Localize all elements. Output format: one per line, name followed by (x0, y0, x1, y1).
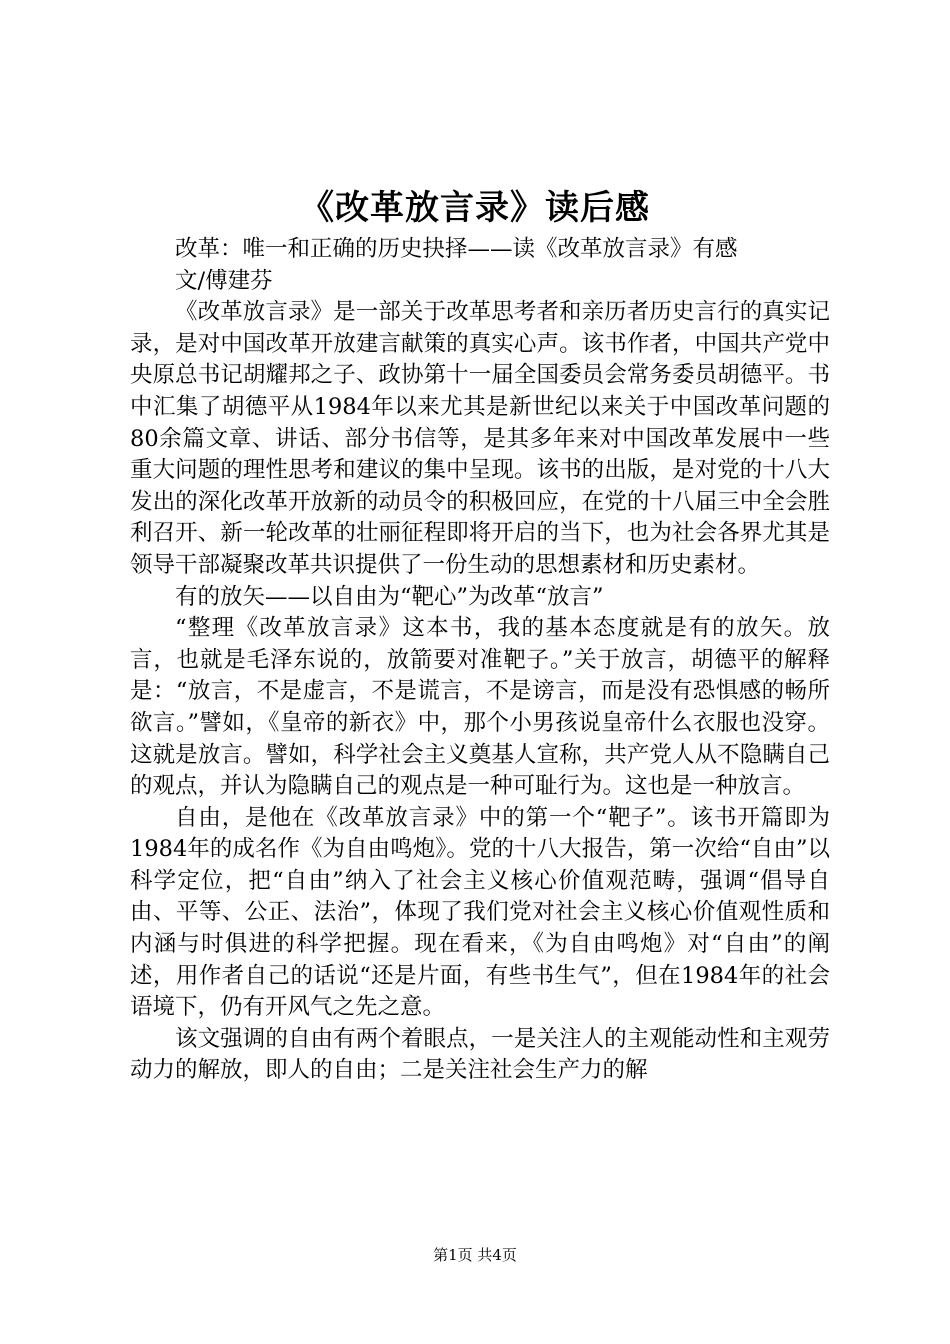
paragraph: 《改革放言录》是一部关于改革思考者和亲历者历史言行的真实记录，是对中国改革开放建言献策的真实心声。该书作者，中国共产党中央原总书记胡耀邦之子、政协第十一届全国委员会常务委员胡德平。书中汇集了胡德平从1984年以来尤其是新世纪以来关于中国改革问题的80余篇文章、讲话、部分书信等，是其多年来对中国改革发展中一些重大问题的理性思考和建议的集中呈现。该书的出版，是对党的十八大发出的深化改革开放新的动员令的积极回应，在党的十八届三中全会胜利召开、新一轮改革的壮丽征程即将开启的当下，也为社会各界尤其是领导干部凝聚改革共识提供了一份生动的思想素材和历史素材。 (130, 299, 830, 578)
paragraph: 该文强调的自由有两个着眼点，一是关注人的主观能动性和主观劳动力的解放，即人的自由；二是关注社会生产力的解 (130, 1025, 830, 1084)
document-body (130, 234, 830, 1087)
page-footer: 第1页 共4页 (433, 1246, 517, 1264)
paragraph: “整理《改革放言录》这本书，我的基本态度就是有的放矢。放言，也就是毛泽东说的，放箭要对准靶子。”关于放言，胡德平的解释是：“放言，不是虚言，不是谎言，不是谤言，而是没有恐惧感的畅所欲言。”譬如，《皇帝的新衣》中，那个小男孩说皇帝什么衣服也没穿。这就是放言。譬如，科学社会主义奠基人宣称，共产党人从不隐瞒自己的观点，并认为隐瞒自己的观点是一种可耻行为。这也是一种放言。 (130, 615, 830, 800)
author-line: 文/傅建芬 (175, 267, 273, 294)
paragraph: 自由，是他在《改革放言录》中的第一个“靶子”。该书开篇即为1984年的成名作《为自由鸣炮》。党的十八大报告，第一次给“自由”以科学定位，把“自由”纳入了社会主义核心价值观范畴，强调“倡导自由、平等、公正、法治”，体现了我们党对社会主义核心价值观性质和内涵与时俱进的科学把握。现在看来，《为自由鸣炮》对“自由”的阐述，用作者自己的话说“还是片面，有些书生气”，但在1984年的社会语境下，仍有开风气之先之意。 (130, 804, 830, 1021)
subtitle: 改革：唯一和正确的历史抉择——读《改革放言录》有感 (175, 236, 738, 262)
section-heading: 有的放矢——以自由为“靶心”为改革“放言” (175, 583, 604, 610)
document-title: 《改革放言录》读后感 (300, 188, 650, 228)
